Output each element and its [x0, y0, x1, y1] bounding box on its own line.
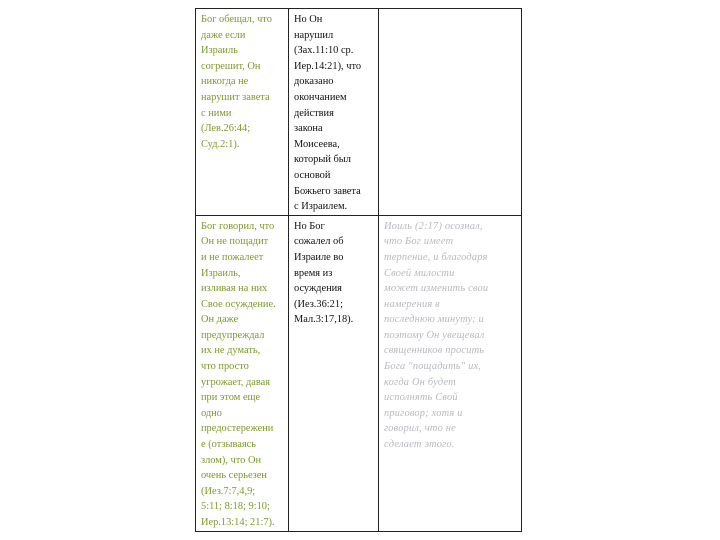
table-cell-promise: [196, 215, 289, 531]
table-row: [196, 215, 522, 531]
cell-text: Но Бог сожалел об Израиле во время из осуждения (Иез.36:21; Мал.3:17,18).: [294, 220, 354, 326]
cell-text: Бог обещал, что даже если Израиль согрешит, Он никогда не нарушит завета с ними (Лев.26:44; Суд.2:1).: [201, 14, 272, 150]
table-cell-promise: [196, 9, 289, 216]
table-cell-contrast: [289, 215, 379, 531]
cell-text: Но Он нарушил (Зах.11:10 ср. Иер.14:21), что доказано окончанием действия закона Моисеева, который был основой Божьего завета с Израилем.: [294, 14, 362, 213]
table-cell-note: [379, 9, 522, 216]
cell-text: Бог говорил, что Он не пощадит и не пожалеет Израиль, изливая на них Свое осуждение. Он даже предупреждал их не думать, что просто угрожает, давая при этом еще одно предостережени е (отзываясь злом), что Он очень серьезен (Иез.7:7,4,9; 5:11; 8:18; 9:10; Иер.13:14; 21:7).: [201, 220, 276, 528]
table-cell-contrast: [289, 9, 379, 216]
cell-text: Иоиль (2:17) осознал, что Бог имеет терпение, и благодаря Своей милости может изменить свои намерения в последнюю минуту; и поэтому Он увещевал священников просить Бога "пощадить" их, когда Он будет исполнять Свой приговор; хотя и говорил, что не сделает этого.: [384, 220, 489, 451]
comparison-table: [195, 8, 522, 532]
table-row: [196, 9, 522, 216]
table-cell-note: [379, 215, 522, 531]
